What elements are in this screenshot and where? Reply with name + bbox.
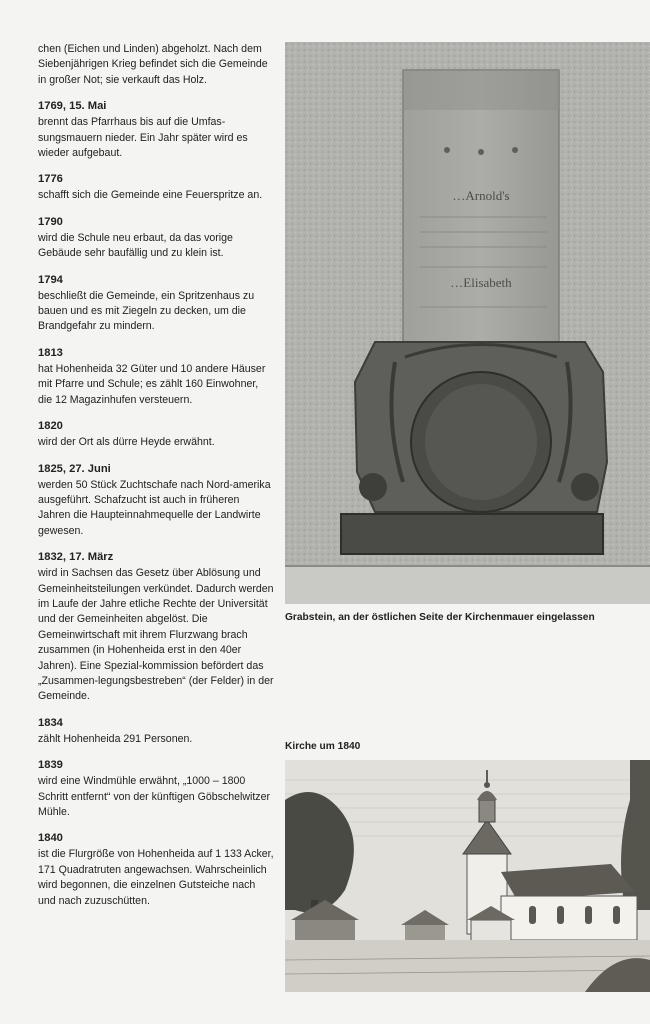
entry-text: wird eine Windmühle erwähnt, „1000 – 1800 Schritt entfernt“ von der künftigen Göbschelwitzer Mühle. [38, 775, 270, 818]
entry-date: 1794 [38, 273, 63, 286]
chronology-entry [38, 831, 274, 909]
entry-text: beschließt die Gemeinde, ein Spritzenhaus zu bauen und es mit Ziegeln zu decken, um die Brandgefahr zu mindern. [38, 289, 255, 333]
church-caption: Kirche um 1840 [285, 741, 361, 752]
entry-date: 1839 [38, 759, 63, 772]
entry-date: 1790 [38, 215, 63, 228]
entry-date: 1840 [38, 832, 63, 845]
chronology-entry [38, 462, 274, 540]
entry-text: wird der Ort als dürre Heyde erwähnt. [38, 436, 215, 449]
chronology-entry [38, 716, 274, 747]
chronology-list [38, 99, 274, 909]
entry-date: 1813 [38, 346, 63, 359]
chronology-entry [38, 419, 274, 450]
gravestone-photo [285, 42, 650, 604]
entry-text: wird die Schule neu erbaut, da das vorige Gebäude sehr baufällig und zu klein ist. [38, 231, 233, 260]
gravestone-caption: Grabstein, an der östlichen Seite der Kirchenmauer eingelassen [285, 612, 595, 623]
church-illustration [285, 760, 650, 992]
intro-paragraph: chen (Eichen und Linden) abgeholzt. Nach dem Siebenjährigen Krieg befindet sich die Gemeinde in großer Not; sie verkauft das Holz. [38, 43, 268, 86]
church-engraving [285, 760, 650, 992]
inscription-line-1: …Arnold's [452, 188, 510, 203]
entry-date: 1832, 17. März [38, 551, 114, 564]
entry-text: zählt Hohenheida 291 Personen. [38, 732, 193, 745]
chronology-entry [38, 550, 274, 705]
entry-date: 1769, 15. Mai [38, 100, 107, 113]
entry-text: schafft sich die Gemeinde eine Feuerspritze an. [38, 189, 263, 202]
entry-date: 1820 [38, 420, 63, 433]
entry-text: werden 50 Stück Zuchtschafe nach Nord-amerika ausgeführt. Schafzucht ist auch in früheren Jahren die Haupteinnahmequelle der Landwirte gewesen. [38, 478, 271, 537]
gravestone-illustration [285, 42, 650, 604]
entry-text: brennt das Pfarrhaus bis auf die Umfas-sungsmauern nieder. Ein Jahr später wird es wieder aufgebaut. [38, 116, 248, 160]
entry-text: ist die Flurgröße von Hohenheida auf 1 133 Acker, 171 Quadratruten angewachsen. Wahrscheinlich wird begonnen, die einzelnen Gutsteiche nach und nach zuzuschütten. [38, 848, 274, 907]
chronology-entry [38, 346, 274, 408]
chronology-entry [38, 758, 274, 820]
chronology-entry [38, 99, 274, 161]
entry-date: 1825, 27. Juni [38, 462, 111, 475]
chronology-entry [38, 273, 274, 335]
entry-text: hat Hohenheida 32 Güter und 10 andere Häuser mit Pfarre und Schule; es zählt 160 Einwohner, die 12 Magazinhufen versteuern. [38, 362, 266, 406]
entry-date: 1776 [38, 173, 63, 186]
text-column [38, 42, 274, 909]
inscription-line-2: …Elisabeth [450, 275, 512, 290]
chronology-entry [38, 215, 274, 262]
entry-text: wird in Sachsen das Gesetz über Ablösung und Gemeinheitsteilungen verkündet. Dadurch werden im Laufe der Jahre etliche Rechte der Universität und der Gemeinheiten abgelöst. Die Gemeinwirtschaft mit ihrem Flurzwang brach zusammen (in Hohenheida erst in den 40er Jahren). Eine Spezial-kommission befördert das „Zusammen-legungsbestreben“ (der Felder) in der Gemeinde. [38, 567, 274, 703]
chronology-entry [38, 172, 274, 203]
entry-date: 1834 [38, 716, 63, 729]
